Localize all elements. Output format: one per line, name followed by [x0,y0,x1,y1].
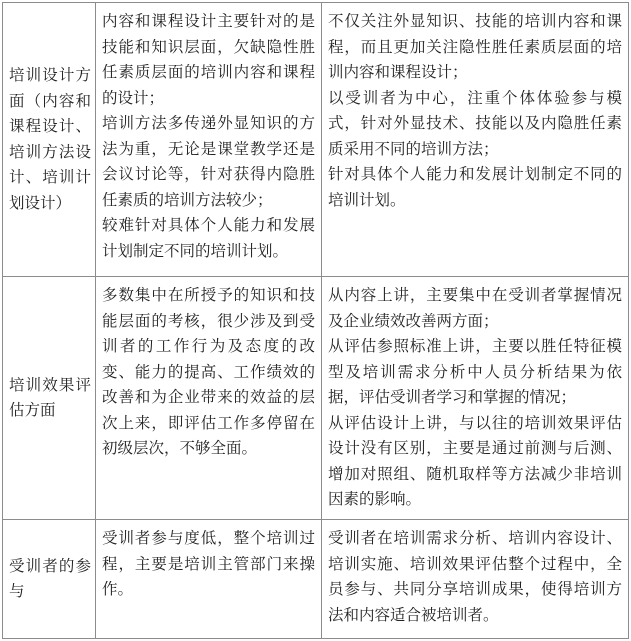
competency-cell [322,520,629,639]
dimension-label: 培训设计方面（内容和课程设计、培训方法设计、培训计划设计） [9,66,91,212]
traditional-text: 多数集中在所授予的知识和技能层面的考核，很少涉及到受训者的工作行为及态度的改变、能力的提高、工作绩效的改善和为企业带来的效益的层次上来，即评估工作多停留在初级层次，不够全面。 [102,286,315,457]
traditional-text: 内容和课程设计主要针对的是技能和知识层面，欠缺隐性胜任素质层面的培训内容和课程的设计； [102,12,315,107]
competency-text: 以受训者为中心，注重个体体验参与模式，针对外显技术、技能以及内隐胜任素质采用不同的培训方法； [328,88,622,158]
dimension-cell [3,277,96,520]
competency-cell [322,277,629,520]
competency-text: 不仅关注外显知识、技能的培训内容和课程，而且更加关注隐性胜任素质层面的培训内容和课程设计； [328,12,622,81]
traditional-cell [96,277,322,520]
traditional-text: 较难针对具体个人能力和发展计划制定不同的培训计划。 [102,216,315,260]
traditional-text: 培训方法多传递外显知识的方法为重，无论是课堂教学还是会议讨论等，针对获得内隐胜任素质的培训方法较少； [102,114,315,209]
dimension-cell [3,3,96,277]
traditional-cell [96,3,322,277]
table-row-evaluation [3,277,629,520]
table-row-training-design [3,3,629,277]
traditional-text: 受训者参与度低，整个培训过程，主要是培训主管部门来操作。 [102,529,315,598]
dimension-cell [3,520,96,639]
competency-text: 从评估设计上讲，与以往的培训效果评估设计没有区别，主要是通过前测与后测、增加对照组、随机取样等方法减少非培训因素的影响。 [328,413,622,508]
traditional-cell [96,520,322,639]
competency-text: 受训者在培训需求分析、培训内容设计、培训实施、培训效果评估整个过程中，全员参与、共同分享培训成果，使得培训方法和内容适合被培训者。 [328,529,622,624]
competency-cell [322,3,629,277]
competency-text: 针对具体个人能力和发展计划制定不同的培训计划。 [328,165,622,209]
table-row-participation [3,520,629,639]
dimension-label: 受训者的参与 [9,556,91,600]
competency-text: 从评估参照标准上讲，主要以胜任特征模型及培训需求分析中人员分析结果为依据，评估受训者学习和掌握的情况； [328,337,622,406]
dimension-label: 培训效果评估方面 [9,375,91,419]
comparison-table [2,2,629,639]
competency-text: 从内容上讲，主要集中在受训者掌握情况及企业绩效改善两方面； [328,286,622,330]
